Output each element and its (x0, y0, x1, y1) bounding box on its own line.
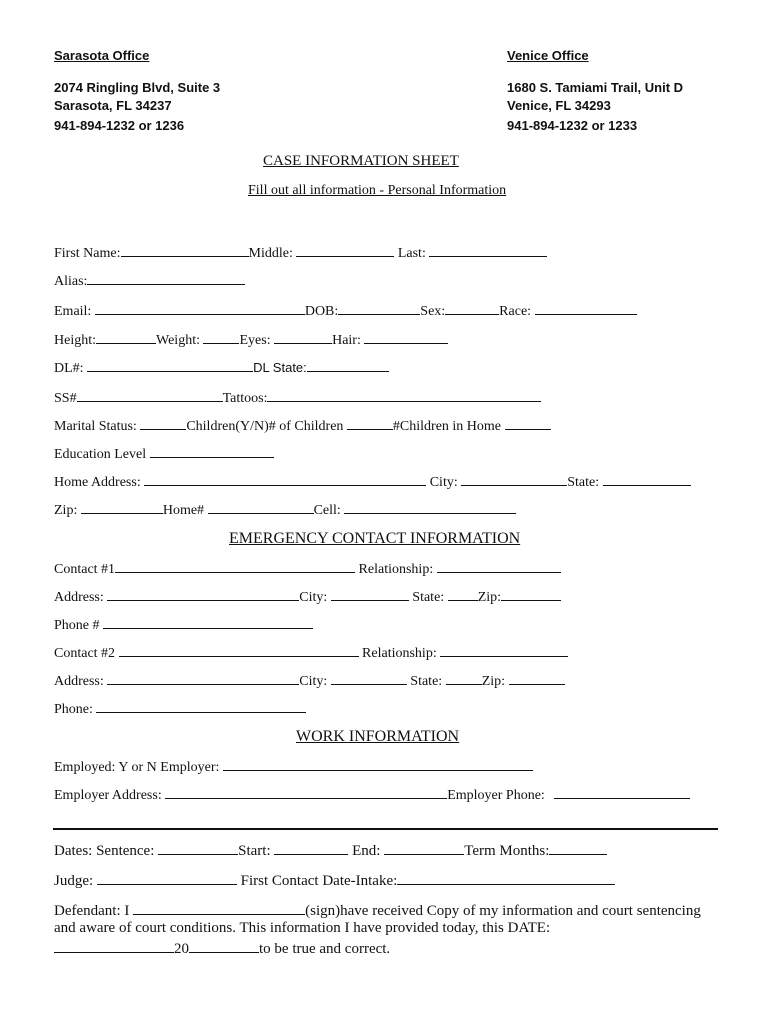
email-label: Email: (54, 304, 92, 319)
last-field[interactable] (429, 244, 547, 257)
page-subtitle: Fill out all information - Personal Information (248, 183, 507, 198)
row-phone1 (54, 616, 313, 634)
defendant-statement: (sign)have received Copy of my information and court sentencing (305, 903, 701, 919)
cell-label: Cell: (313, 503, 341, 518)
relationship2-field[interactable] (440, 644, 568, 657)
eyes-label: Eyes: (239, 333, 271, 348)
row-height (54, 331, 448, 349)
eyes-field[interactable] (274, 331, 332, 344)
row-contact2 (54, 644, 568, 662)
tattoos-field[interactable] (267, 389, 541, 402)
home-phone-label: Home# (162, 503, 205, 518)
dl-state-label: DL State: (253, 360, 307, 375)
ss-field[interactable] (77, 389, 223, 402)
middle-field[interactable] (296, 244, 394, 257)
race-label: Race: (499, 304, 532, 319)
sarasota-office-name: Sarasota Office (54, 48, 150, 63)
sex-field[interactable] (445, 302, 499, 315)
phone1-label: Phone # (54, 618, 100, 633)
separator-line (53, 828, 718, 830)
dates-sentence-label: Dates: Sentence: (54, 843, 155, 859)
contact2-label: Contact #2 (54, 646, 116, 661)
contact2-field[interactable] (119, 644, 359, 657)
row-address2 (54, 672, 565, 690)
weight-field[interactable] (203, 331, 239, 344)
zip1-field[interactable] (501, 588, 561, 601)
dob-label: DOB: (304, 304, 339, 319)
term-months-field[interactable] (549, 842, 607, 855)
sarasota-address-line1: 2074 Ringling Blvd, Suite 3 (54, 80, 221, 95)
row-alias (54, 272, 245, 290)
dl-state-field[interactable] (307, 359, 389, 372)
first-name-field[interactable] (121, 244, 249, 257)
row-ss (54, 389, 541, 407)
address2-field[interactable] (107, 672, 299, 685)
defendant-signature-field[interactable] (133, 902, 305, 915)
page-title: CASE INFORMATION SHEET (263, 153, 459, 169)
row-conditions (54, 920, 550, 937)
address2-label: Address: (54, 674, 104, 689)
state-field[interactable] (603, 473, 691, 486)
row-employer-address (54, 786, 690, 804)
marital-field[interactable] (140, 417, 186, 430)
children-home-field[interactable] (505, 417, 551, 430)
row-contact1 (54, 560, 561, 578)
relationship2-label: Relationship: (362, 646, 437, 661)
height-field[interactable] (96, 331, 156, 344)
contact1-field[interactable] (115, 560, 355, 573)
sarasota-phone: 941-894-1232 or 1236 (54, 118, 185, 133)
employer-address-field[interactable] (165, 786, 447, 799)
height-label: Height: (54, 333, 96, 348)
state1-label: State: (412, 590, 445, 605)
conditions-statement: and aware of court conditions. This information I have provided today, this DATE: (54, 920, 551, 936)
alias-label: Alias: (54, 274, 88, 289)
last-label: Last: (397, 246, 426, 261)
first-name-label: First Name: (54, 246, 121, 261)
row-judge (54, 872, 615, 890)
alias-field[interactable] (87, 272, 245, 285)
dl-field[interactable] (87, 359, 253, 372)
date-day-field[interactable] (54, 940, 174, 953)
zip2-field[interactable] (509, 672, 565, 685)
state2-field[interactable] (446, 672, 482, 685)
home-phone-field[interactable] (208, 501, 314, 514)
year-field[interactable] (189, 940, 259, 953)
zip-label: Zip: (54, 503, 78, 518)
children-count-field[interactable] (347, 417, 393, 430)
row-email (54, 302, 637, 320)
city1-label: City: (299, 590, 328, 605)
row-education (54, 445, 274, 463)
emergency-heading: EMERGENCY CONTACT INFORMATION (229, 530, 521, 547)
home-address-label: Home Address: (54, 475, 141, 490)
first-contact-label: First Contact Date-Intake: (240, 873, 398, 889)
defendant-label: Defendant: I (54, 903, 130, 919)
row-defendant (54, 902, 701, 920)
ss-label: SS# (54, 391, 77, 406)
end-field[interactable] (384, 842, 464, 855)
sarasota-address-line2: Sarasota, FL 34237 (54, 98, 172, 113)
judge-field[interactable] (97, 872, 237, 885)
employer-phone-field[interactable] (554, 786, 690, 799)
city-field[interactable] (461, 473, 567, 486)
education-field[interactable] (150, 445, 274, 458)
hair-field[interactable] (364, 331, 448, 344)
start-label: Start: (238, 843, 271, 859)
zip-field[interactable] (81, 501, 163, 514)
row-home-address (54, 473, 691, 491)
phone2-field[interactable] (96, 700, 306, 713)
city2-field[interactable] (331, 672, 407, 685)
city-label: City: (429, 475, 458, 490)
phone1-field[interactable] (103, 616, 313, 629)
row-marital (54, 417, 551, 435)
row-dl (54, 359, 389, 377)
hair-label: Hair: (332, 333, 361, 348)
address1-label: Address: (54, 590, 104, 605)
employer-field[interactable] (223, 758, 533, 771)
home-address-field[interactable] (144, 473, 426, 486)
work-heading: WORK INFORMATION (296, 728, 460, 745)
marital-label: Marital Status: (54, 419, 137, 434)
weight-label: Weight: (156, 333, 200, 348)
employer-phone-label: Employer Phone: (447, 788, 545, 803)
term-months-label: Term Months: (464, 843, 550, 859)
year-prefix: 20 (174, 941, 189, 957)
row-address1 (54, 588, 561, 606)
relationship1-field[interactable] (437, 560, 561, 573)
zip1-label: Zip: (477, 590, 502, 605)
middle-label: Middle: (248, 246, 293, 261)
state-label: State: (567, 475, 600, 490)
closing-statement: to be true and correct. (259, 941, 391, 957)
city1-field[interactable] (331, 588, 409, 601)
children-home-label: #Children in Home (392, 419, 502, 434)
venice-office-name: Venice Office (507, 48, 589, 63)
zip2-label: Zip: (481, 674, 506, 689)
contact1-label: Contact #1 (54, 562, 116, 577)
address1-field[interactable] (107, 588, 299, 601)
tattoos-label: Tattoos: (222, 391, 268, 406)
row-date-sign (54, 940, 390, 958)
row-name (54, 244, 547, 262)
education-label: Education Level (54, 447, 147, 462)
children-label: Children(Y/N)# of Children (186, 419, 344, 434)
email-field[interactable] (95, 302, 305, 315)
judge-label: Judge: (54, 873, 94, 889)
dob-field[interactable] (338, 302, 420, 315)
city2-label: City: (299, 674, 328, 689)
sentence-date-field[interactable] (158, 842, 238, 855)
row-dates (54, 842, 607, 860)
race-field[interactable] (535, 302, 637, 315)
row-employed (54, 758, 533, 776)
venice-address-line1: 1680 S. Tamiami Trail, Unit D (507, 80, 684, 95)
start-field[interactable] (274, 842, 348, 855)
first-contact-field[interactable] (397, 872, 615, 885)
cell-field[interactable] (344, 501, 516, 514)
state2-label: State: (410, 674, 443, 689)
phone2-label: Phone: (54, 702, 93, 717)
employer-address-label: Employer Address: (54, 788, 162, 803)
state1-field[interactable] (448, 588, 478, 601)
venice-address-line2: Venice, FL 34293 (507, 98, 611, 113)
dl-label: DL#: (54, 361, 84, 376)
row-zip (54, 501, 516, 519)
row-phone2 (54, 700, 306, 718)
employed-label: Employed: Y or N Employer: (54, 760, 220, 775)
end-label: End: (352, 843, 381, 859)
sex-label: Sex: (420, 304, 446, 319)
venice-phone: 941-894-1232 or 1233 (507, 118, 638, 133)
relationship1-label: Relationship: (358, 562, 434, 577)
